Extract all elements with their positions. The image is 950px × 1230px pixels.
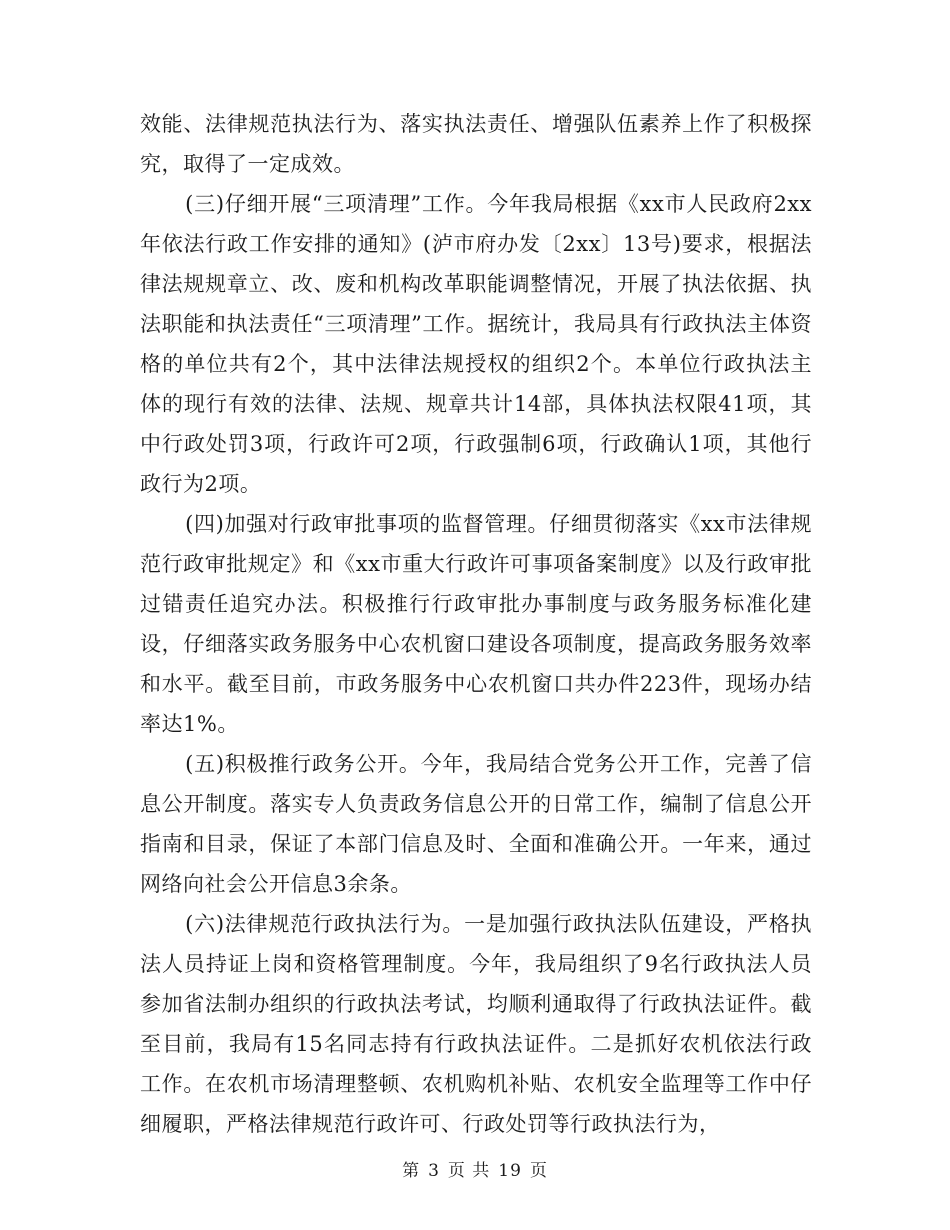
page-footer xyxy=(0,1156,950,1181)
document-body xyxy=(140,104,812,1144)
footer-middle: 页 共 xyxy=(447,1161,491,1181)
footer-prefix: 第 xyxy=(402,1161,421,1181)
paragraph-section-4: (四)加强对行政审批事项的监督管理。仔细贯彻落实《xx市法律规范行政审批规定》和《xx市重大行政许可事项备案制度》以及行政审批过错责任追究办法。积极推行行政审批办事制度与政务服务标准化建设，仔细落实政务服务中心农机窗口建设各项制度，提高政务服务效率和水平。截至目前，市政务服务中心农机窗口共办件223件，现场办结率达1%。 xyxy=(140,512,812,736)
paragraph-section-5: (五)积极推行政务公开。今年，我局结合党务公开工作，完善了信息公开制度。落实专人负责政务信息公开的日常工作，编制了信息公开指南和目录，保证了本部门信息及时、全面和准确公开。一年来，通过网络向社会公开信息3余条。 xyxy=(140,752,812,896)
footer-current-page: 3 xyxy=(428,1161,440,1181)
footer-suffix: 页 xyxy=(529,1161,548,1181)
paragraph-section-6: (六)法律规范行政执法行为。一是加强行政执法队伍建设，严格执法人员持证上岗和资格管理制度。今年，我局组织了9名行政执法人员参加省法制办组织的行政执法考试，均顺利通取得了行政执法证件。截至目前，我局有15名同志持有行政执法证件。二是抓好农机依法行政工作。在农机市场清理整顿、农机购机补贴、农机安全监理等工作中仔细履职，严格法律规范行政许可、行政处罚等行政执法行为， xyxy=(140,912,812,1136)
paragraph-section-3: (三)仔细开展“三项清理”工作。今年我局根据《xx市人民政府2xx年依法行政工作安排的通知》(泸市府办发〔2xx〕13号)要求，根据法律法规规章立、改、废和机构改革职能调整情况，开展了执法依据、执法职能和执法责任“三项清理”工作。据统计，我局具有行政执法主体资格的单位共有2个，其中法律法规授权的组织2个。本单位行政执法主体的现行有效的法律、法规、规章共计14部，具体执法权限41项，其中行政处罚3项，行政许可2项，行政强制6项，行政确认1项，其他行政行为2项。 xyxy=(140,192,812,496)
footer-total-pages: 19 xyxy=(498,1161,522,1181)
paragraph-continuation: 效能、法律规范执法行为、落实执法责任、增强队伍素养上作了积极探究，取得了一定成效。 xyxy=(140,112,812,176)
